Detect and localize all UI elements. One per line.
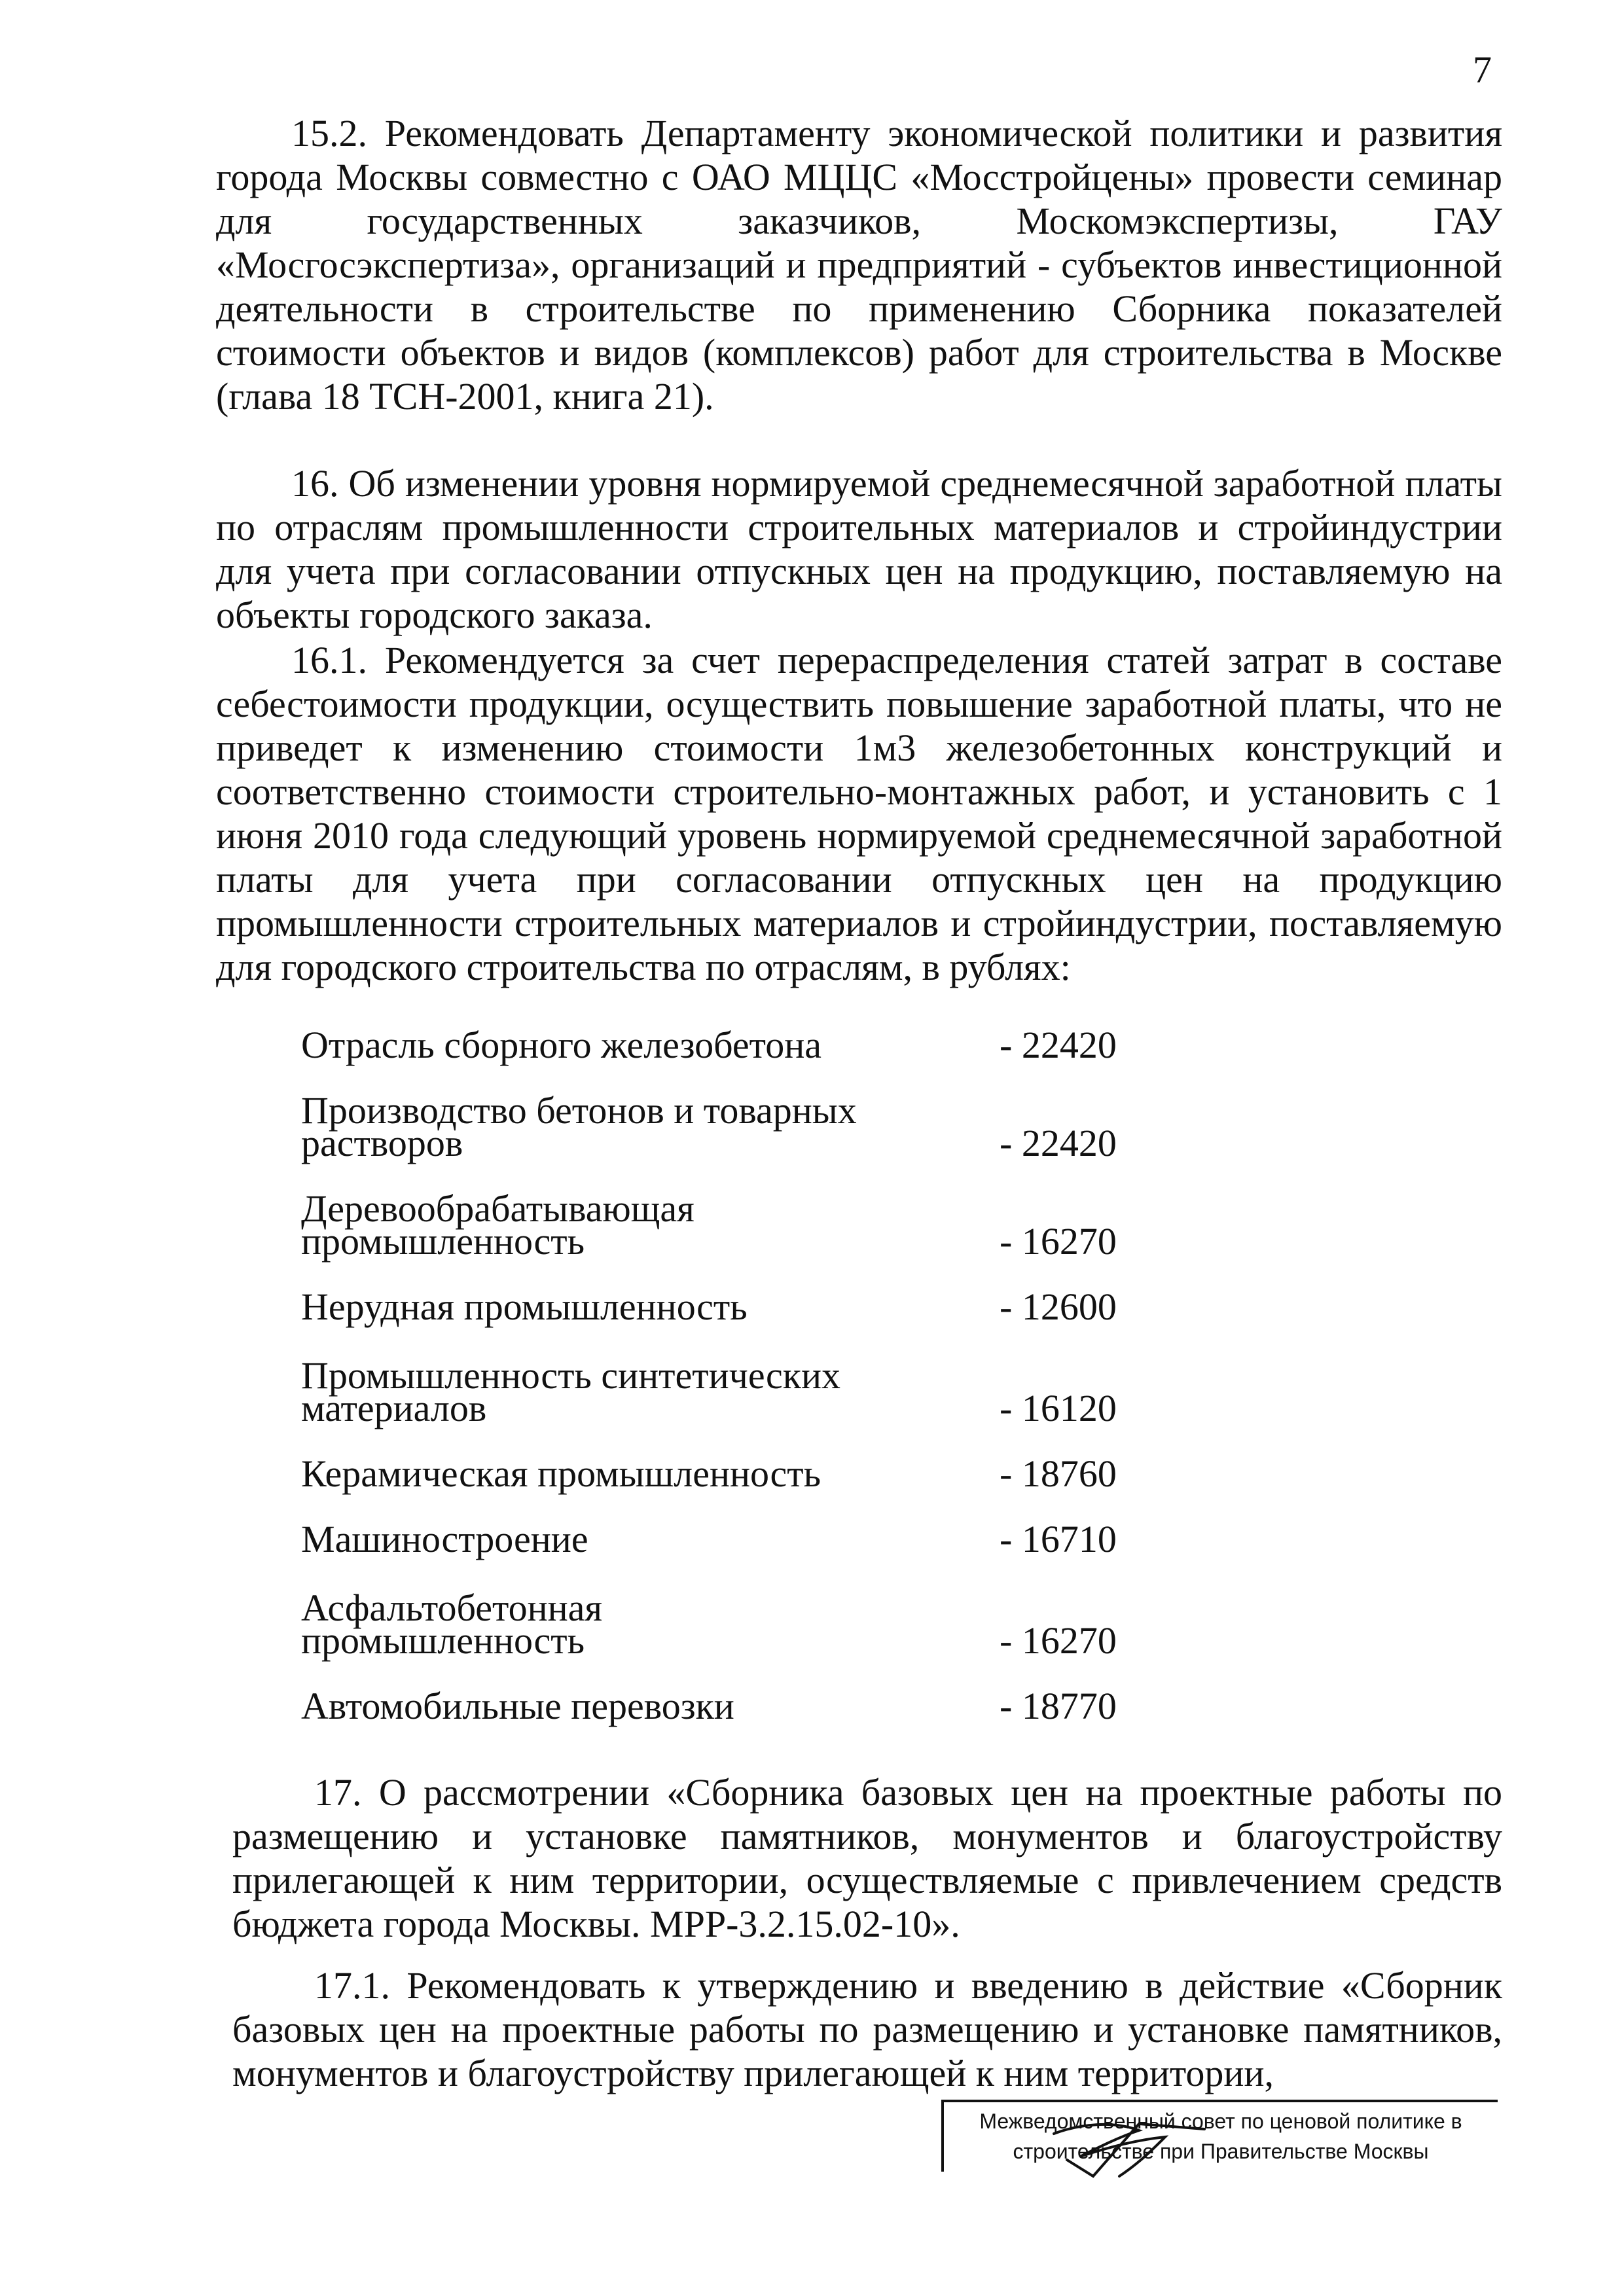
- table-row-value: - 22420: [1000, 1024, 1117, 1066]
- table-row-label: Производство бетонов и товарных растворов: [301, 1089, 857, 1164]
- stamp-line-1: Межведомственный совет по ценовой политике в: [979, 2109, 1462, 2133]
- paragraph-15-2: 15.2. Рекомендовать Департаменту экономической политики и развития города Москвы совместно с ОАО МЦЦС «Мосстройцены» провести семинар для государственных заказчиков, Москомэкспертизы, ГАУ «Мосгосэкспертиза», организаций и предприятий - субъектов инвестиционной деятельности в строительстве по применению Сборника показателей стоимости объектов и видов (комплексов) работ для строительства в Москве (глава 18 ТСН-2001, книга 21).: [216, 112, 1502, 418]
- paragraph-16: 16. Об изменении уровня нормируемой среднемесячной заработной платы по отраслям промышленности строительных материалов и стройиндустрии для учета при согласовании отпускных цен на продукцию, поставляемую на объекты городского заказа.: [216, 462, 1502, 636]
- page-number: 7: [1473, 48, 1492, 91]
- table-row-value: - 16270: [1000, 1619, 1117, 1662]
- table-row-value: - 12600: [1000, 1285, 1117, 1328]
- table-row-value: - 22420: [1000, 1122, 1117, 1164]
- table-row-value: - 18760: [1000, 1452, 1117, 1495]
- table-row-value: - 18770: [1000, 1685, 1117, 1727]
- table-row-label: Машиностроение: [301, 1518, 588, 1560]
- table-row-label: Керамическая промышленность: [301, 1452, 821, 1495]
- paragraph-17: 17. О рассмотрении «Сборника базовых цен на проектные работы по размещению и установке памятников, монументов и благоустройству прилегающей к ним территории, осуществляемые с привлечением средств бюджета города Москвы. МРР-3.2.15.02-10».: [232, 1771, 1502, 1945]
- table-row-value: - 16120: [1000, 1387, 1117, 1429]
- table-row-label: Отрасль сборного железобетона: [301, 1024, 822, 1066]
- paragraph-17-1: 17.1. Рекомендовать к утверждению и введению в действие «Сборник базовых цен на проектные работы по размещению и установке памятников, монументов и благоустройству прилегающей к ним территории,: [232, 1964, 1502, 2094]
- table-row-label: Автомобильные перевозки: [301, 1685, 734, 1727]
- table-row-label: Асфальтобетонная промышленность: [301, 1587, 603, 1662]
- table-row-label: Деревообрабатывающая промышленность: [301, 1187, 695, 1263]
- table-row-value: - 16270: [1000, 1220, 1117, 1263]
- paragraph-16-1: 16.1. Рекомендуется за счет перераспределения статей затрат в составе себестоимости продукции, осуществить повышение заработной платы, что не приведет к изменению стоимости 1м3 железобетонных конструкций и соответственно стоимости строительно-монтажных работ, и установить с 1 июня 2010 года следующий уровень нормируемой среднемесячной заработной платы для учета при согласовании отпускных цен на продукцию промышленности строительных материалов и стройиндустрии, поставляемую для городского строительства по отраслям, в рублях:: [216, 639, 1502, 988]
- table-row-label: Нерудная промышленность: [301, 1285, 748, 1328]
- table-row-value: - 16710: [1000, 1518, 1117, 1560]
- stamp-line-2: строительстве при Правительстве Москвы: [1013, 2140, 1429, 2163]
- council-stamp: [941, 2100, 1498, 2172]
- table-row-label: Промышленность синтетических материалов: [301, 1354, 840, 1429]
